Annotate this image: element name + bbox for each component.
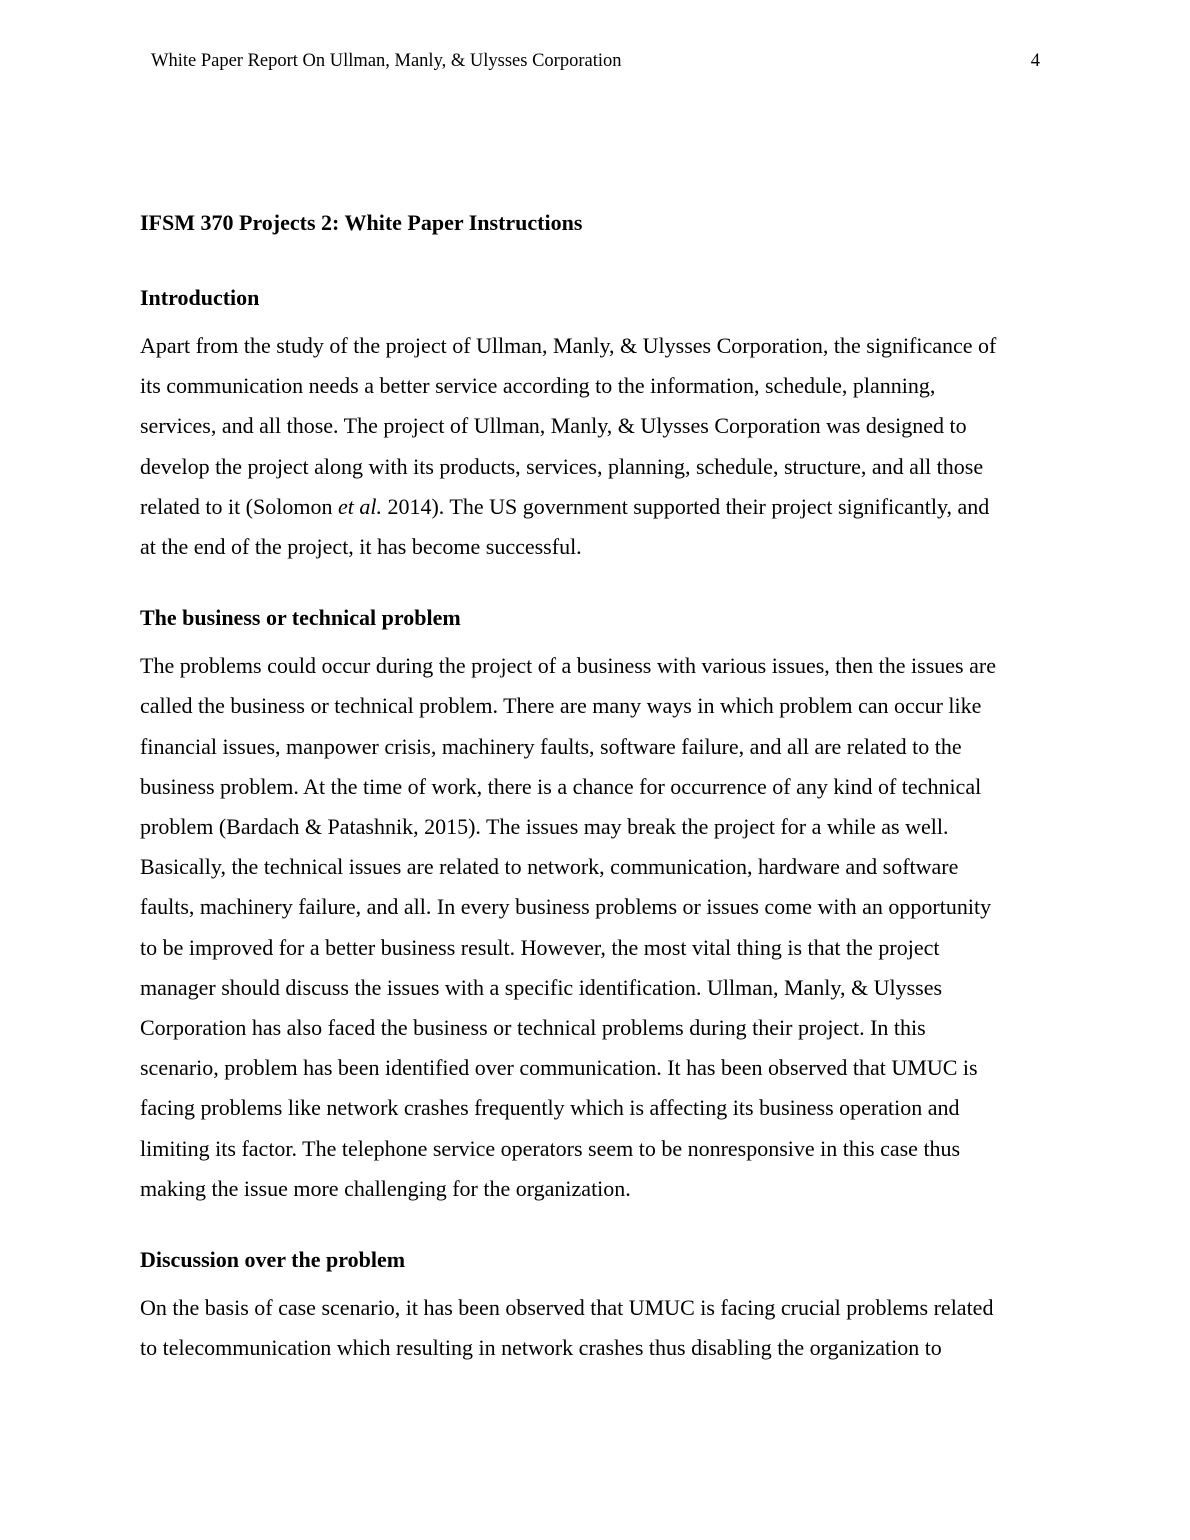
citation-before: related to it (Solomon bbox=[140, 493, 338, 519]
citation-italic: et al. bbox=[337, 493, 382, 519]
document-title: IFSM 370 Projects 2: White Paper Instructions bbox=[140, 210, 583, 235]
text-line: scenario, problem has been identified over communication. It has been observed that UMUC is bbox=[140, 1055, 978, 1081]
text-line: The problems could occur during the project of a business with various issues, then the issues are bbox=[140, 653, 996, 679]
text-line: Corporation has also faced the business or technical problems during their project. In this bbox=[140, 1015, 926, 1041]
text-line: limiting its factor. The telephone service operators seem to be nonresponsive in this case thus bbox=[140, 1135, 961, 1161]
text-line: manager should discuss the issues with a specific identification. Ullman, Manly, & Ulysses bbox=[140, 974, 943, 1000]
text-line: business problem. At the time of work, there is a chance for occurrence of any kind of technical bbox=[140, 773, 982, 799]
section-heading-business-problem: The business or technical problem bbox=[140, 605, 461, 631]
text-line: Apart from the study of the project of Ullman, Manly, & Ulysses Corporation, the significance of bbox=[140, 333, 997, 358]
text-line: called the business or technical problem. There are many ways in which problem can occur like bbox=[140, 693, 982, 719]
section-heading-introduction: Introduction bbox=[140, 285, 260, 310]
text-line: to be improved for a better business result. However, the most vital thing is that the project bbox=[140, 934, 940, 960]
text-line: develop the project along with its products, services, planning, schedule, structure, and all those bbox=[140, 453, 984, 479]
text-line: faults, machinery failure, and all. In every business problems or issues come with an opportunity bbox=[140, 894, 992, 920]
text-line: problem (Bardach & Patashnik, 2015). The issues may break the project for a while as well. bbox=[140, 814, 949, 840]
citation-after: 2014). The US government supported their project significantly, and bbox=[381, 493, 990, 519]
page-number: 4 bbox=[1030, 51, 1040, 71]
text-line: financial issues, manpower crisis, machinery faults, software failure, and all are related to the bbox=[140, 733, 962, 759]
text-line: Basically, the technical issues are related to network, communication, hardware and software bbox=[140, 854, 959, 880]
text-line: at the end of the project, it has become successful. bbox=[140, 534, 582, 560]
text-line: On the basis of case scenario, it has been observed that UMUC is facing crucial problems related bbox=[140, 1295, 994, 1321]
text-line: making the issue more challenging for the organization. bbox=[140, 1175, 631, 1201]
citation-line bbox=[140, 487, 1054, 527]
document-body bbox=[140, 207, 1054, 1368]
text-line: its communication needs a better service according to the information, schedule, planning, bbox=[140, 373, 936, 399]
introduction-paragraph bbox=[140, 326, 1054, 567]
business-problem-paragraph bbox=[140, 646, 1054, 1209]
running-head: White Paper Report On Ullman, Manly, & Ulysses Corporation bbox=[151, 51, 622, 71]
discussion-paragraph bbox=[140, 1288, 1054, 1368]
text-line: services, and all those. The project of Ullman, Manly, & Ulysses Corporation was designed to bbox=[140, 413, 967, 439]
text-line: facing problems like network crashes frequently which is affecting its business operation and bbox=[140, 1095, 960, 1121]
text-line: to telecommunication which resulting in network crashes thus disabling the organization to bbox=[140, 1335, 942, 1361]
section-heading-discussion: Discussion over the problem bbox=[140, 1247, 406, 1273]
